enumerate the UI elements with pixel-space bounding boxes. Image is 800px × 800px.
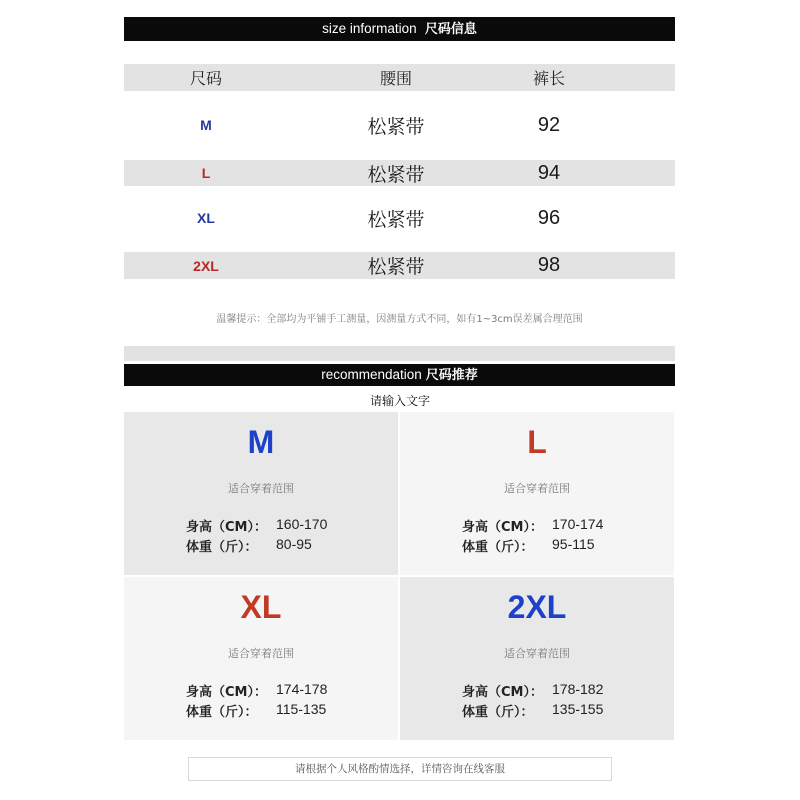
size-card-2xl: [400, 577, 674, 740]
recommendation-title-en: recommendation: [321, 367, 422, 382]
card-weight-value: 80-95: [276, 536, 312, 552]
size-info-title-en: size information: [322, 21, 417, 36]
divider: [124, 346, 675, 361]
card-range-label: 适合穿着范围: [228, 482, 294, 495]
row-length: 94: [537, 161, 561, 184]
size-info-title-bar: [124, 17, 675, 41]
size-card-m: [124, 412, 398, 575]
card-size: XL: [240, 589, 282, 625]
card-weight-value: 115-135: [276, 701, 327, 717]
row-waist: 松紧带: [367, 208, 425, 231]
card-weight-value: 95-115: [552, 536, 595, 552]
card-height-label: 身高（CM）：: [186, 685, 267, 700]
recommendation-title-zh: 尺码推荐: [425, 368, 478, 383]
placeholder-text: 请输入文字: [369, 394, 430, 408]
card-height-label: 身高（CM）：: [462, 685, 543, 700]
header-waist: 腰围: [379, 69, 412, 88]
row-length: 92: [537, 113, 561, 136]
card-height-value: 170-174: [552, 516, 604, 532]
card-size: L: [527, 424, 547, 460]
table-row: [124, 252, 675, 279]
card-size: 2XL: [507, 589, 567, 625]
card-weight-label: 体重（斤）：: [462, 705, 534, 720]
size-table-header: [124, 64, 675, 91]
row-length: 98: [537, 254, 561, 276]
header-size: 尺码: [189, 69, 222, 88]
table-row: [124, 106, 675, 144]
header-length: 裤长: [532, 69, 565, 88]
card-weight-label: 体重（斤）：: [186, 540, 258, 555]
card-height-value: 174-178: [276, 681, 328, 697]
card-size: M: [247, 424, 275, 460]
table-row: [124, 198, 675, 238]
row-waist: 松紧带: [367, 163, 425, 186]
table-row: [124, 160, 675, 186]
card-range-label: 适合穿着范围: [228, 647, 294, 660]
row-length: 96: [537, 206, 561, 229]
card-range-label: 适合穿着范围: [504, 647, 570, 660]
row-size: 2XL: [193, 257, 219, 274]
card-height-label: 身高（CM）：: [186, 520, 267, 535]
measurement-tip: 温馨提示：全部均为平铺手工测量，因测量方式不同，如有1~3cm误差属合理范围: [216, 314, 583, 325]
row-waist: 松紧带: [367, 256, 425, 278]
card-height-value: 178-182: [552, 681, 604, 697]
size-card-l: [400, 412, 674, 575]
card-height-value: 160-170: [276, 516, 328, 532]
card-range-label: 适合穿着范围: [504, 482, 570, 495]
row-waist: 松紧带: [367, 115, 425, 138]
row-size: L: [201, 165, 211, 181]
size-info-title-zh: 尺码信息: [424, 22, 477, 37]
size-card-xl: [124, 577, 398, 740]
recommendation-title-bar: [124, 364, 675, 386]
footer-note: 请根据个人风格酌情选择，详情咨询在线客服: [188, 757, 612, 781]
row-size: XL: [197, 210, 215, 226]
card-height-label: 身高（CM）：: [462, 520, 543, 535]
card-weight-label: 体重（斤）：: [462, 540, 534, 555]
card-weight-value: 135-155: [552, 701, 604, 717]
card-weight-label: 体重（斤）：: [186, 705, 258, 720]
row-size: M: [200, 117, 212, 133]
